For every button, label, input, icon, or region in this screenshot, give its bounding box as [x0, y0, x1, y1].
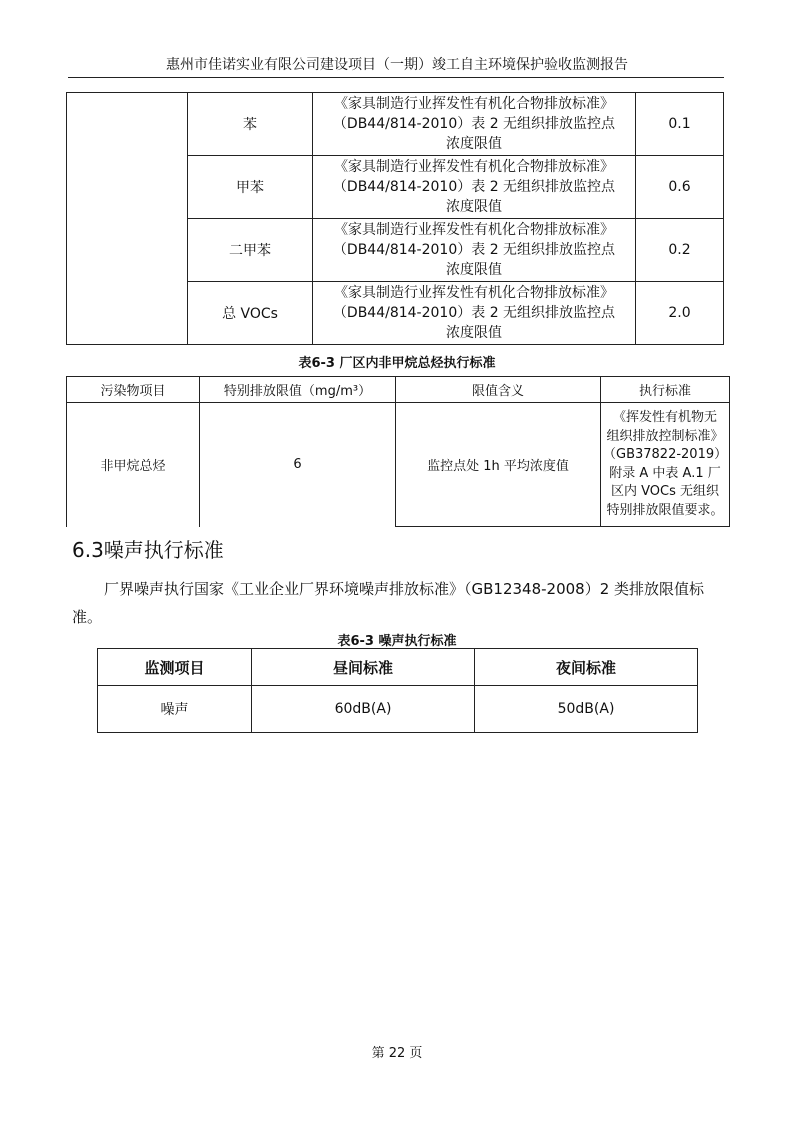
table-header-row — [67, 377, 730, 403]
standard-line: 特别排放限值要求。 — [606, 502, 724, 518]
column-header: 特别排放限值（mg/m³） — [200, 377, 396, 403]
standard-line: 《家具制造行业挥发性有机化合物排放标准》 — [334, 222, 614, 238]
limit-cell: 6 — [200, 403, 396, 527]
standard-line: （GB37822-2019） — [603, 447, 728, 462]
section-paragraph: 厂界噪声执行国家《工业企业厂界环境噪声排放标准》（GB12348-2008）2 类排放限值标准。 — [72, 580, 705, 626]
table-caption: 表6-3 厂区内非甲烷总烃执行标准 — [298, 356, 496, 371]
meaning-cell: 监控点处 1h 平均浓度值 — [396, 403, 601, 527]
table-caption: 表6-3 噪声执行标准 — [337, 634, 457, 649]
pollutant-cell: 总 VOCs — [188, 282, 313, 345]
pollutant-cell: 苯 — [188, 93, 313, 156]
standard-line: （DB44/814-2010）表 2 无组织排放监控点 — [332, 242, 616, 258]
standard-line: （DB44/814-2010）表 2 无组织排放监控点 — [332, 179, 616, 195]
nmhc-standard-table — [66, 376, 730, 527]
merged-empty-cell — [67, 93, 188, 345]
table-row — [67, 93, 724, 156]
table-row — [98, 686, 698, 733]
standard-line: 《挥发性有机物无 — [612, 410, 717, 425]
standard-line: （DB44/814-2010）表 2 无组织排放监控点 — [332, 305, 616, 321]
noise-standard-table — [97, 648, 698, 733]
pollutant-cell: 非甲烷总烃 — [67, 403, 200, 527]
standard-line: 浓度限值 — [446, 136, 502, 152]
standard-cell — [313, 282, 636, 345]
night-limit-cell: 50dB(A) — [475, 686, 698, 733]
day-limit-cell: 60dB(A) — [252, 686, 475, 733]
standard-line: （DB44/814-2010）表 2 无组织排放监控点 — [332, 116, 616, 132]
pollutant-cell: 二甲苯 — [188, 219, 313, 282]
standard-line: 《家具制造行业挥发性有机化合物排放标准》 — [334, 96, 614, 112]
limit-cell: 2.0 — [636, 282, 724, 345]
standard-line: 《家具制造行业挥发性有机化合物排放标准》 — [334, 285, 614, 301]
header-divider — [68, 77, 724, 78]
column-header: 污染物项目 — [67, 377, 200, 403]
standard-cell — [313, 93, 636, 156]
standard-cell — [313, 156, 636, 219]
standard-line: 附录 A 中表 A.1 厂 — [609, 465, 721, 481]
page-number: 第 22 页 — [371, 1046, 423, 1061]
column-header: 限值含义 — [396, 377, 601, 403]
standard-cell — [601, 403, 730, 527]
limit-cell: 0.6 — [636, 156, 724, 219]
standard-line: 浓度限值 — [446, 199, 502, 215]
standard-cell — [313, 219, 636, 282]
limit-cell: 0.1 — [636, 93, 724, 156]
pollutant-cell: 甲苯 — [188, 156, 313, 219]
standard-line: 浓度限值 — [446, 262, 502, 278]
voc-standard-table — [66, 92, 724, 345]
standard-line: 浓度限值 — [446, 325, 502, 341]
limit-cell: 0.2 — [636, 219, 724, 282]
column-header: 监测项目 — [98, 649, 252, 686]
report-header-title: 惠州市佳诺实业有限公司建设项目（一期）竣工自主环境保护验收监测报告 — [166, 57, 628, 73]
standard-line: 组织排放控制标准》 — [606, 428, 724, 444]
column-header: 执行标准 — [601, 377, 730, 403]
table-row — [67, 403, 730, 527]
section-heading: 6.3噪声执行标准 — [72, 538, 224, 562]
standard-line: 《家具制造行业挥发性有机化合物排放标准》 — [334, 159, 614, 175]
column-header: 夜间标准 — [475, 649, 698, 686]
item-cell: 噪声 — [98, 686, 252, 733]
table-header-row — [98, 649, 698, 686]
standard-line: 区内 VOCs 无组织 — [610, 484, 719, 499]
column-header: 昼间标准 — [252, 649, 475, 686]
